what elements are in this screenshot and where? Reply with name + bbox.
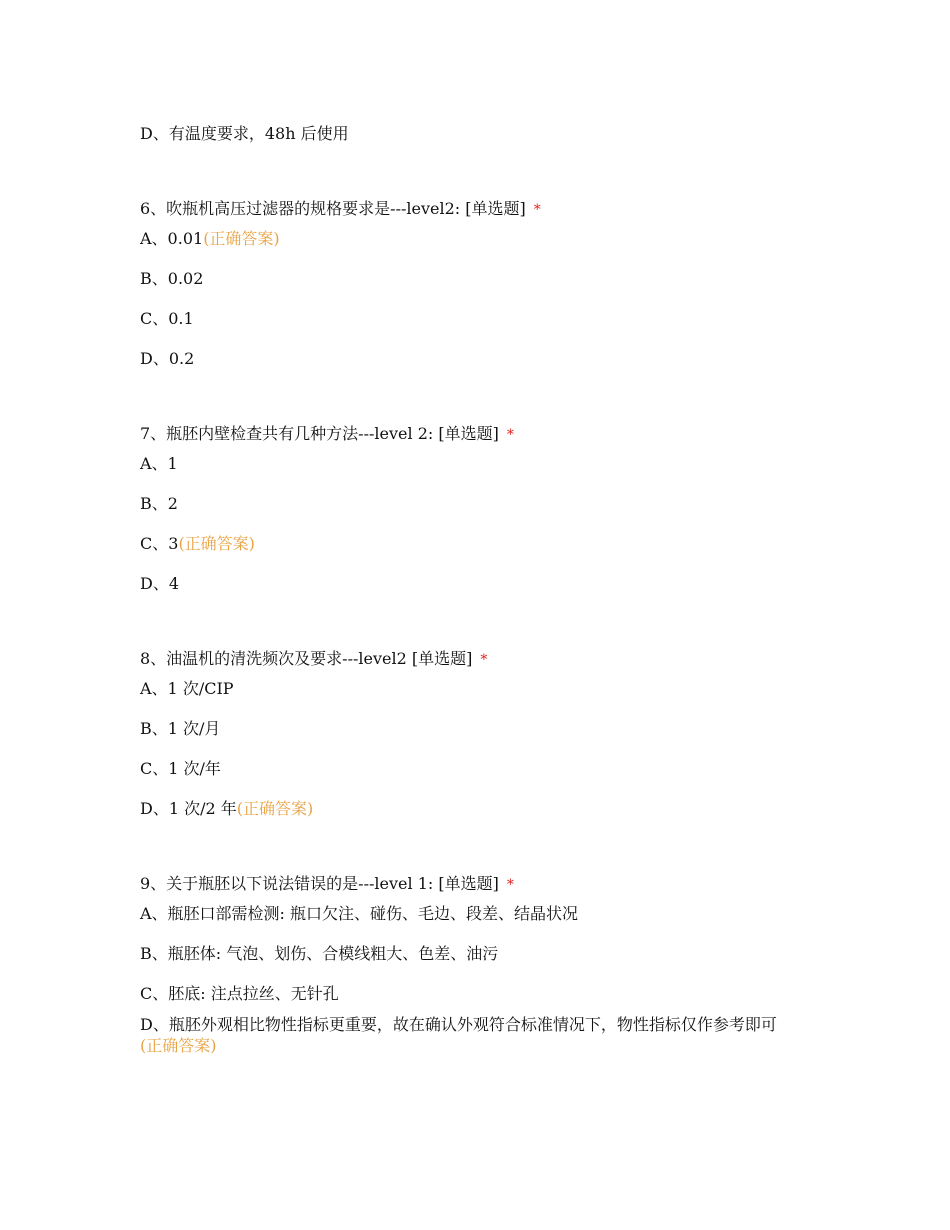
question-9-title: 9、关于瓶胚以下说法错误的是---level 1: [单选题] *	[140, 874, 514, 893]
required-star: *	[533, 202, 541, 218]
q7-option-c: C、3(正确答案)	[140, 534, 255, 553]
correct-answer-tag: (正确答案)	[178, 534, 255, 553]
correct-answer-tag: (正确答案)	[203, 229, 280, 248]
q6-option-b: B、0.02	[140, 269, 204, 288]
q9-option-a: A、瓶胚口部需检测: 瓶口欠注、碰伤、毛边、段差、结晶状况	[140, 904, 579, 923]
correct-answer-tag: (正确答案)	[140, 1036, 217, 1055]
required-star: *	[506, 877, 514, 893]
q9-option-d: D、瓶胚外观相比物性指标更重要，故在确认外观符合标准情况下，物性指标仅作参考即可(正确答案)	[140, 1015, 777, 1055]
q9-option-c: C、胚底: 注点拉丝、无针孔	[140, 984, 339, 1003]
q7-option-a: A、1	[140, 454, 178, 473]
question-7-title: 7、瓶胚内壁检查共有几种方法---level 2: [单选题] *	[140, 424, 514, 443]
q9-option-b: B、瓶胚体: 气泡、划伤、合模线粗大、色差、油污	[140, 944, 499, 963]
q7-option-d: D、4	[140, 574, 180, 593]
required-star: *	[506, 427, 514, 443]
lead-option: D、有温度要求，48h 后使用	[140, 124, 349, 143]
q7-option-b: B、2	[140, 494, 178, 513]
q8-option-c: C、1 次/年	[140, 759, 221, 778]
q8-option-d: D、1 次/2 年(正确答案)	[140, 799, 314, 818]
q6-option-a: A、0.01(正确答案)	[140, 229, 280, 248]
correct-answer-tag: (正确答案)	[236, 799, 314, 818]
q8-option-a: A、1 次/CIP	[140, 679, 234, 698]
q6-option-c: C、0.1	[140, 309, 194, 328]
q6-option-d: D、0.2	[140, 349, 195, 368]
q8-option-b: B、1 次/月	[140, 719, 221, 738]
required-star: *	[480, 652, 488, 668]
question-8-title: 8、油温机的清洗频次及要求---level2 [单选题] *	[140, 649, 488, 668]
question-6-title: 6、吹瓶机高压过滤器的规格要求是---level2: [单选题] *	[140, 199, 541, 218]
